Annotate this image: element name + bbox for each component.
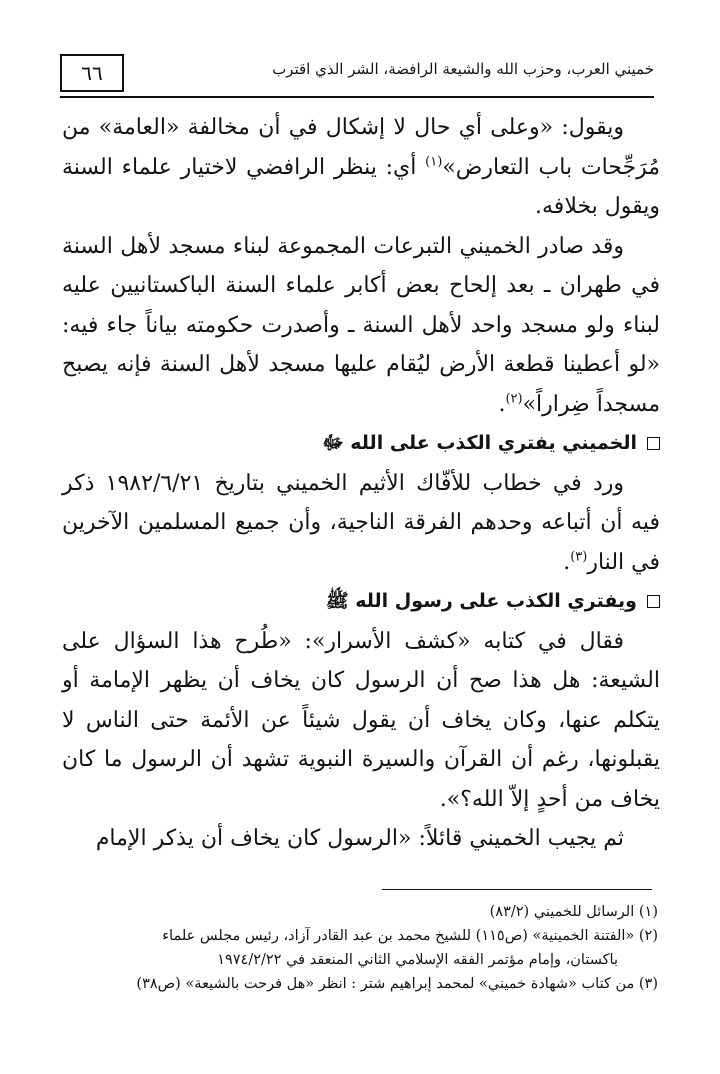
- section-heading-1: الخميني يفتري الكذب على الله ﷻ: [62, 424, 660, 464]
- square-bullet-icon: [647, 437, 660, 450]
- footnote-separator: [382, 889, 652, 890]
- footnote-ref-3: (٣): [570, 549, 588, 565]
- footnote-ref-1: (١): [425, 154, 443, 170]
- footnotes: [58, 900, 658, 996]
- paragraph-4: فقال في كتابه «كشف الأسرار»: «طُرح هذا السؤال على الشيعة: هل هذا صح أن الرسول كان يخاف أن يظهر الإمامة أو يتكلم عنها، وكان يخاف أن يقول شيئاً عن الأئمة حتى الناس لا يقبلونها، رغم أن القرآن والسيرة النبوية تشهد أن الرسول ما كان يخاف من أحدٍ إلاّ الله؟».: [62, 628, 660, 812]
- body-text: [62, 108, 660, 859]
- paragraph-3: ورد في خطاب للأفّاك الأثيم الخميني بتاريخ ١٩٨٢/٦/٢١ ذكر فيه أن أتباعه وحدهم الفرقة الناجية، وأن جميع المسلمين الآخرين في النار$^{(٣)}$.: [62, 470, 660, 575]
- paragraph-1: ويقول: «وعلى أي حال لا إشكال في أن مخالفة «العامة» من مُرَجِّحات باب التعارض»$^{(١)}$ أي: ينظر الرافضي لاختيار علماء السنة ويقول بخلافه.: [62, 115, 660, 219]
- footnote-ref-2: (٢): [505, 391, 523, 407]
- running-title: خميني العرب، وحزب الله والشيعة الرافضة، الشر الذي اقترب: [272, 60, 654, 78]
- paragraph-2: وقد صادر الخميني التبرعات المجموعة لبناء مسجد لأهل السنة في طهران ـ بعد إلحاح بعض أكابر علماء السنة الباكستانيين عليه لبناء ولو مسجد واحد لأهل السنة ـ وأصدرت حكومته بياناً جاء فيه: «لو أعطينا قطعة الأرض ليُقام عليها مسجد لأهل السنة فإنه يصبح مسجداً ضِراراً»$^{(٢)}$.: [62, 233, 660, 417]
- footnote-2: (٢) «الفتنة الخمينية» (ص١١٥) للشيخ محمد بن عبد القادر آزاد، رئيس مجلس علماء: [162, 928, 658, 944]
- footnote-2-continued: باكستان، وإمام مؤتمر الفقه الإسلامي الثاني المنعقد في ١٩٧٤/٢/٢٢: [217, 952, 618, 968]
- footnote-3: (٣) من كتاب «شهادة خميني» لمحمد إبراهيم شتر : انظر «هل فرحت بالشيعة» (ص٣٨): [136, 976, 658, 992]
- page-number: ٦٦: [60, 54, 124, 92]
- paragraph-5: ثم يجيب الخميني قائلاً: «الرسول كان يخاف أن يذكر الإمام: [95, 826, 624, 851]
- section-heading-2: ويفتري الكذب على رسول الله ﷺ: [62, 582, 660, 622]
- page-header: [60, 48, 654, 100]
- footnote-1: (١) الرسائل للخميني (٨٣/٢): [489, 904, 658, 920]
- header-rule: [60, 96, 654, 98]
- square-bullet-icon: [647, 595, 660, 608]
